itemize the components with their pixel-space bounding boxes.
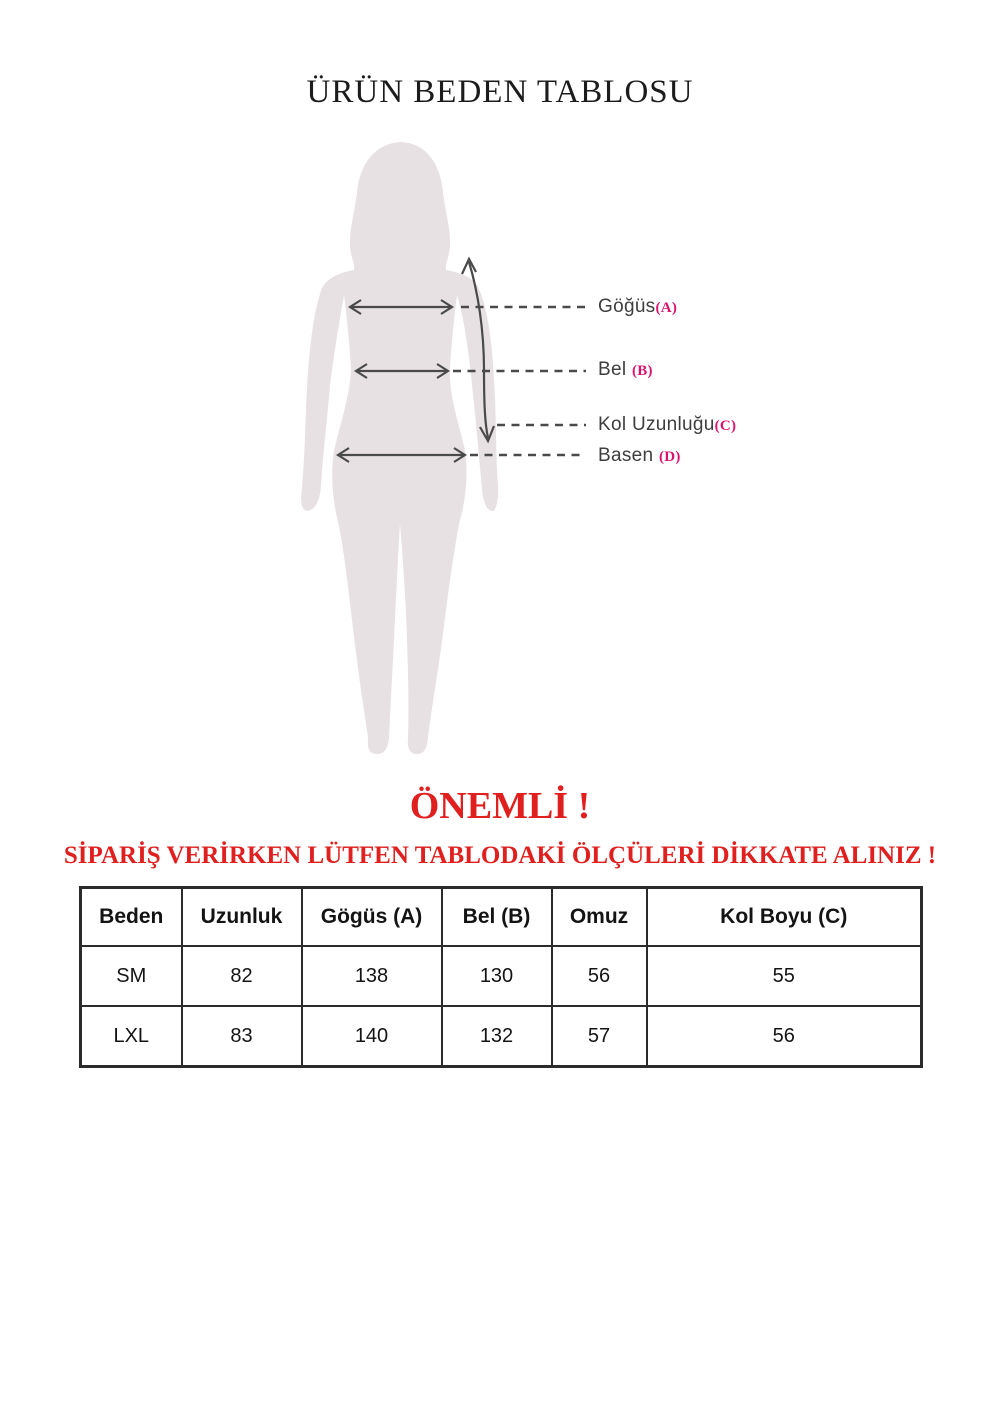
- label-waist-code: (B): [631, 363, 653, 379]
- cell-lxl-bel: 132: [442, 1006, 552, 1067]
- label-arm-length: [598, 414, 736, 436]
- size-table-header-row: [81, 888, 922, 947]
- label-waist: [598, 359, 653, 381]
- label-hip-text: Basen: [598, 445, 659, 466]
- female-silhouette-shape: [301, 142, 498, 754]
- label-chest: [598, 296, 677, 318]
- important-heading: ÖNEMLİ !: [409, 785, 591, 827]
- label-chest-text: Göğüs: [598, 296, 656, 317]
- cell-lxl-uzunluk: 83: [182, 1006, 302, 1067]
- table-row-lxl: [81, 1006, 922, 1067]
- cell-sm-omuz: 56: [552, 946, 647, 1006]
- header-kol-boyu: Kol Boyu (C): [647, 888, 922, 947]
- size-table: [79, 886, 923, 1068]
- label-hip: [598, 445, 681, 467]
- cell-lxl-beden: LXL: [81, 1006, 182, 1067]
- label-chest-code: (A): [655, 300, 678, 316]
- cell-sm-bel: 130: [442, 946, 552, 1006]
- header-bel: Bel (B): [442, 888, 552, 947]
- header-gogus: Gögüs (A): [302, 888, 442, 947]
- order-warning-text: SİPARİŞ VERİRKEN LÜTFEN TABLODAKİ ÖLÇÜLERİ DİKKATE ALINIZ !: [63, 842, 937, 869]
- cell-sm-gogus: 138: [302, 946, 442, 1006]
- cell-sm-beden: SM: [81, 946, 182, 1006]
- table-row-sm: [81, 946, 922, 1006]
- cell-sm-kol-boyu: 55: [647, 946, 922, 1006]
- cell-sm-uzunluk: 82: [182, 946, 302, 1006]
- cell-lxl-omuz: 57: [552, 1006, 647, 1067]
- label-waist-text: Bel: [598, 359, 632, 380]
- header-uzunluk: Uzunluk: [182, 888, 302, 947]
- header-omuz: Omuz: [552, 888, 647, 947]
- label-arm-length-code: (C): [714, 418, 737, 434]
- label-hip-code: (D): [658, 449, 681, 465]
- label-arm-length-text: Kol Uzunluğu: [598, 414, 715, 435]
- header-beden: Beden: [81, 888, 182, 947]
- cell-lxl-gogus: 140: [302, 1006, 442, 1067]
- cell-lxl-kol-boyu: 56: [647, 1006, 922, 1067]
- page-title: ÜRÜN BEDEN TABLOSU: [306, 74, 694, 110]
